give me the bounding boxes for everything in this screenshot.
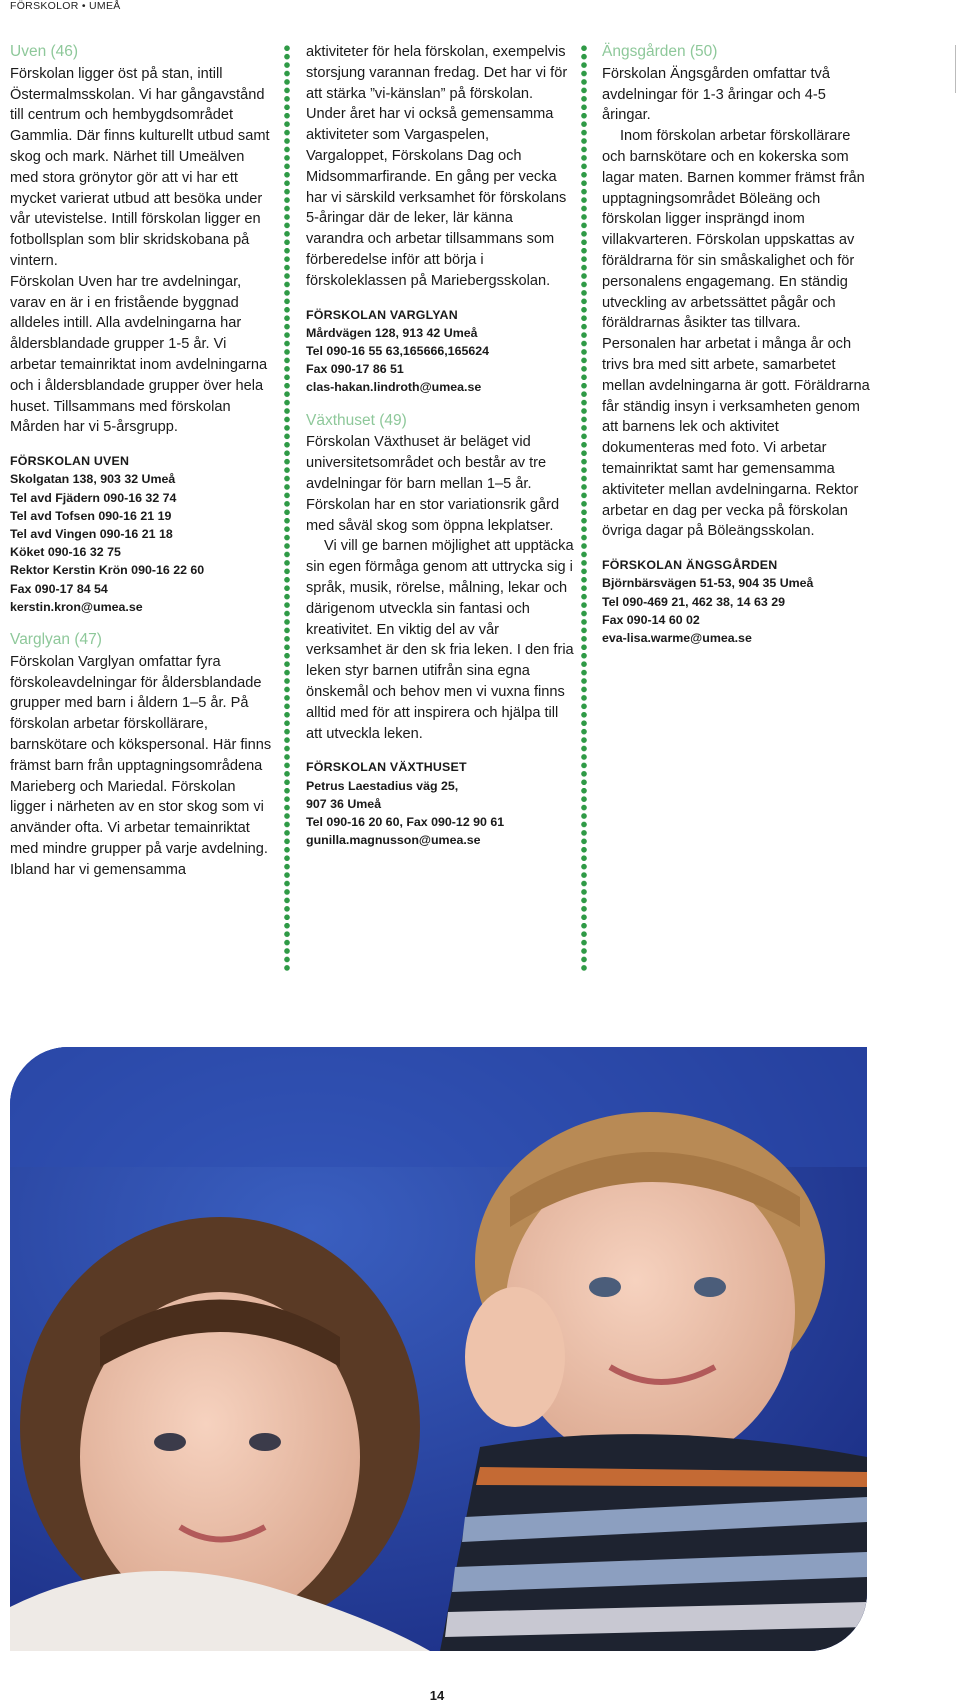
section-title-angsgarden: Ängsgården (50) — [602, 43, 718, 60]
photo-two-children — [10, 1047, 867, 1651]
contact-block-vaxthuset — [306, 758, 574, 849]
contact-phone: Tel avd Fjädern 090-16 32 74 — [10, 490, 177, 505]
section-title-vaxthuset: Växthuset (49) — [306, 411, 407, 429]
uven-paragraph-2: Förskolan Uven har tre avdelningar, varav en är i en fristående byggnad alldeles intill. Alla avdelningarna har åldersblandade grupper 1-5 år. Vi arbetar temainriktat inom avdelningarna och i åldersblandade grupper över hela huset. Tillsammans med förskolan Mården har vi 5-årsgrupp. — [10, 273, 268, 436]
angsgarden-paragraph-2: Inom förskolan arbetar förskollärare och barnskötare och en kokerska som lagar maten. Barnen kommer främst från upptagningsområdet Böleäng och förskolan ligger insprängd inom villakvarteren. Förskolan uppskattas av föräldrarna för sin småskalighet och för personalens engagemang. En ständig utveckling av arbetssättet pågår och föräldrarnas åsikter tas tillvara. Personalen har arbetat i många år och trivs bra med sitt arbete, samarbetet mellan avdelningarna är gott. Föräldrarna får ständig insyn i verksamheten genom att barnens lek och aktivitet dokumenteras med foto. Vi arbetar temainriktat samt har gemensamma aktiviteter mellan avdelningarna. Rektor arbetar en dag per vecka på förskolan övriga dagar på Böleängsskolan. — [602, 128, 870, 540]
contact-address: Petrus Laestadius väg 25, — [306, 778, 459, 793]
running-header: FÖRSKOLOR • UMEÅ — [10, 0, 121, 12]
column-3 — [602, 42, 874, 661]
contact-heading: FÖRSKOLAN VARGLYAN — [306, 307, 458, 322]
angsgarden-paragraph-1: Förskolan Ängsgården omfattar två avdelningar för 1-3 åringar och 4-5 åringar. — [602, 65, 830, 124]
contact-email[interactable]: kerstin.kron@umea.se — [10, 599, 143, 614]
dotted-column-divider — [283, 44, 291, 972]
section-title-varglyan: Varglyan (47) — [10, 630, 102, 648]
dotted-column-divider — [580, 44, 588, 972]
contact-phone: Tel 090-469 21, 462 38, 14 63 29 — [602, 594, 786, 609]
varglyan-paragraph-1-continued: aktiviteter för hela förskolan, exempelvis storsjung varannan fredag. Det har vi för att stärka ”vi-känslan” på förskolan. Under året har vi också gemensamma aktiviteter som Vargaspelen, Vargaloppet, Förskolans Dag och Midsommarfirande. En gång per vecka har vi särskild verksamhet för förskolans 5-åringar där de leker, lär känna varandra och arbetar tillsammans som förberedelse inför att börja i förskoleklassen på Mariebergsskolan. — [306, 44, 568, 289]
column-1 — [10, 42, 272, 881]
uven-paragraph-1: Förskolan ligger öst på stan, intill Östermalmsskolan. Vi har gångavstånd till centrum och hembygdsområdet Gammlia. Där finns kulturellt utbud samt skog och mark. Närhet till Umeälven med stora grönytor gör att vi har ett mycket varierat utbud att besöka under vår utevistelse. Intill förskolan ligger en fotbollsplan som blir skridskobana på vintern. — [10, 65, 270, 269]
vaxthuset-paragraph-2: Vi vill ge barnen möjlighet att upptäcka sin egen förmåga genom att uttrycka sig i språk, musik, rörelse, målning, lekar och därigenom utveckla sin fantasi och kreativitet. En viktig del av vår verksamhet är den sk fria leken. I den fria leken styr barnen utifrån sina egna önskemål och behov men vi vuxna finns alltid med för att inspirera och hjälpa till att utveckla leken. — [306, 538, 574, 742]
contact-address: 907 36 Umeå — [306, 796, 382, 811]
contact-address: Mårdvägen 128, 913 42 Umeå — [306, 325, 478, 340]
contact-phone: Köket 090-16 32 75 — [10, 545, 121, 560]
contact-fax: Fax 090-17 84 54 — [10, 581, 108, 596]
contact-phone: Tel 090-16 55 63,165666,165624 — [306, 343, 490, 358]
contact-heading: FÖRSKOLAN VÄXTHUSET — [306, 760, 467, 775]
contact-fax: Fax 090-14 60 02 — [602, 612, 700, 627]
contact-email[interactable]: eva-lisa.warme@umea.se — [602, 630, 752, 645]
contact-address: Björnbärsvägen 51-53, 904 35 Umeå — [602, 576, 814, 591]
page-edge-mark — [955, 45, 956, 93]
contact-block-varglyan — [306, 306, 574, 397]
contact-heading: FÖRSKOLAN UVEN — [10, 454, 130, 469]
contact-email[interactable]: gunilla.magnusson@umea.se — [306, 833, 481, 848]
contact-address: Skolgatan 138, 903 32 Umeå — [10, 472, 176, 487]
contact-phone: Rektor Kerstin Krön 090-16 22 60 — [10, 563, 205, 578]
contact-heading: FÖRSKOLAN ÄNGSGÅRDEN — [602, 558, 778, 573]
contact-phone: Tel 090-16 20 60, Fax 090-12 90 61 — [306, 814, 505, 829]
vaxthuset-paragraph-1: Förskolan Växthuset är beläget vid universitetsområdet och består av tre avdelningar för barn mellan 1–5 år. Förskolan har en stor variationsrik gård med såväl skog som öppna lekplatser. — [306, 434, 560, 534]
contact-block-uven — [10, 452, 272, 616]
section-title-uven: Uven (46) — [10, 43, 79, 60]
contact-phone: Tel avd Tofsen 090-16 21 19 — [10, 508, 172, 523]
contact-block-angsgarden — [602, 556, 874, 647]
page-number: 14 — [429, 1688, 445, 1703]
photo-two-children-icon — [10, 1047, 867, 1651]
column-2 — [306, 42, 574, 863]
contact-phone: Tel avd Vingen 090-16 21 18 — [10, 526, 173, 541]
contact-email[interactable]: clas-hakan.lindroth@umea.se — [306, 380, 482, 395]
varglyan-paragraph-1: Förskolan Varglyan omfattar fyra förskoleavdelningar för åldersblandade grupper med barn i åldern 1–5 år. På förskolan arbetar förskollärare, barnskötare och kökspersonal. Här finns främst barn från upptagningsområdena Marieberg och Mariedal. Förskolan ligger i närheten av en stor skog som vi använder ofta. Vi arbetar temainriktat med mindre grupper på varje avdelning. Ibland har vi gemensamma — [10, 653, 272, 878]
contact-fax: Fax 090-17 86 51 — [306, 362, 404, 377]
